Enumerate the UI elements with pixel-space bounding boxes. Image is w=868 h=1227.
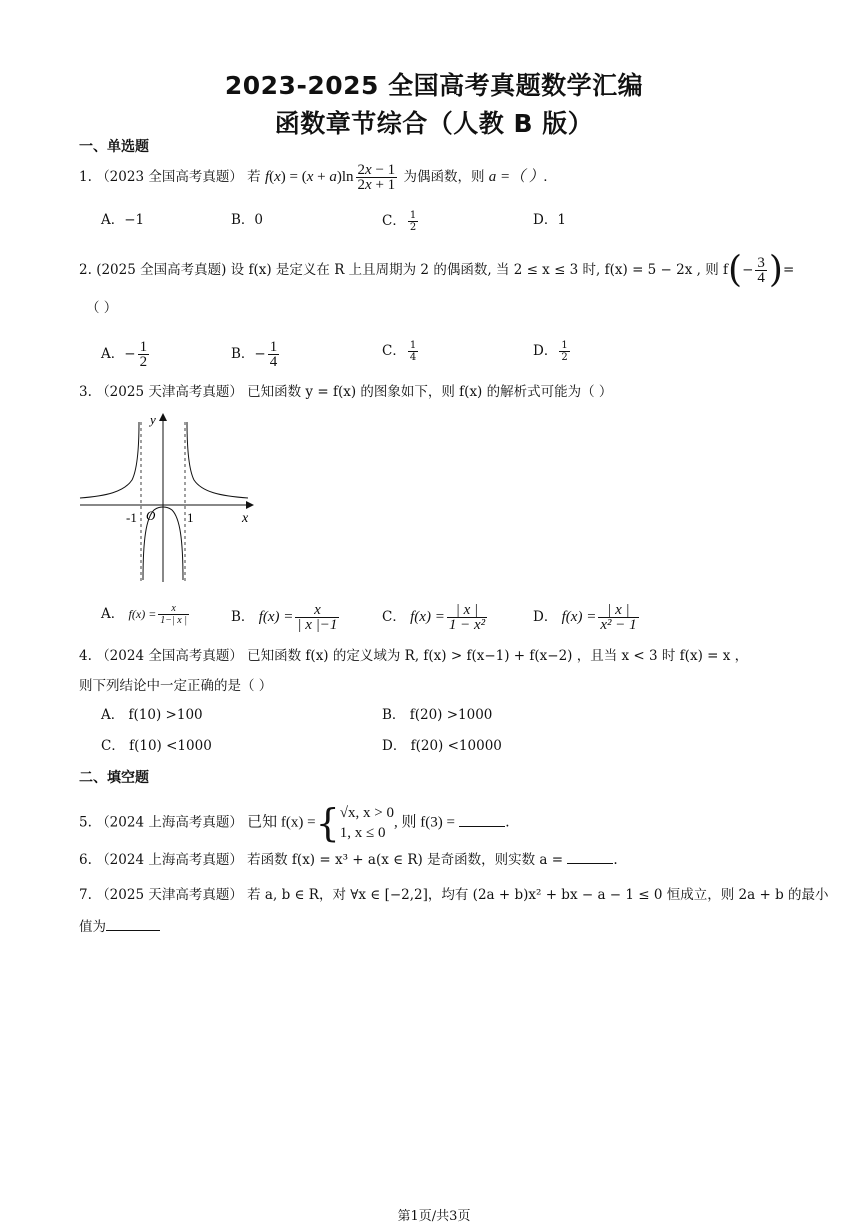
question-5: 5. （2024 上海高考真题） 已知 f(x) ={ √x, x > 0 1, x ≤ 0 , 则 f(3) = .: [79, 801, 510, 845]
section-fill-blank: 二、填空题: [79, 770, 149, 786]
question-4: [79, 646, 748, 666]
graph-label-origin: O: [146, 508, 156, 523]
q2-option-b: B．− $\frac{1}{4}$: [231, 339, 278, 370]
q1-option-c: C． $\frac{1}{2}$: [382, 210, 417, 233]
q1-text-pre: 若: [247, 169, 261, 185]
q7-text-line2: 值为: [79, 916, 160, 937]
q7-text: 若 a, b ∈ R，对 ∀x ∈ [−2,2]，均有 (2a + b)x² + bx − a − 1 ≤ 0 恒成立，则 2a + b 的最小: [247, 887, 829, 903]
q2-tail: =: [782, 262, 795, 278]
graph-x-arrow: [246, 501, 254, 509]
q2-option-a: A．− $\frac{1}{2}$: [101, 339, 148, 370]
q7-number: 7.: [79, 887, 92, 903]
graph-curve-right: [187, 422, 248, 498]
graph-y-arrow: [159, 413, 167, 421]
q4-option-a: A． f(10) >100: [101, 707, 203, 723]
graph-label-one: 1: [187, 510, 194, 525]
q3-source: （2025 天津高考真题）: [96, 384, 243, 400]
question-2: 2. (2025 全国高考真题) 设 f(x) 是定义在 R 上且周期为 2 的偶函数, 当 2 ≤ x ≤ 3 时, f(x) = 5 − 2x , 则 f(− $\frac{3}{4}$ )=: [79, 249, 795, 291]
q4-option-b: B． f(20) >1000: [382, 707, 493, 723]
q4-number: 4.: [79, 648, 92, 664]
q1-ask: a =（ ）.: [488, 169, 548, 185]
q2-source: (2025 全国高考真题): [96, 262, 227, 278]
q6-source: （2024 上海高考真题）: [96, 852, 243, 868]
q7-source: （2025 天津高考真题）: [96, 887, 243, 903]
q3-option-d: D． f(x) = $\frac{| x |}{\text{x² − 1}}$: [533, 602, 637, 633]
q4-text: 已知函数 f(x) 的定义域为 R, f(x) > f(x−1) + f(x−2) ，且当 x < 3 时 f(x) = x ，: [247, 648, 749, 664]
q5-text-pre: 已知 f(x) =: [247, 814, 316, 831]
question-1: [79, 163, 548, 192]
q5-cases: √x, x > 0 1, x ≤ 0: [339, 805, 394, 841]
q2-paren: （ ）: [86, 300, 118, 316]
q1-option-b: B．0: [231, 212, 264, 228]
q6-number: 6.: [79, 852, 92, 868]
page-footer: 第1页/共3页: [397, 1209, 471, 1224]
q4-option-c: C． f(10) <1000: [101, 738, 212, 754]
q1-option-d: D．1: [533, 212, 566, 228]
q1-option-a: A．−1: [101, 212, 145, 228]
q6-answer-blank[interactable]: [567, 849, 613, 864]
q3-option-b: B． f(x) = $\frac{x}{| x |-1}$: [231, 602, 338, 633]
q7-answer-blank[interactable]: [106, 916, 160, 931]
q3-number: 3.: [79, 384, 92, 400]
q1-text-post: 为偶函数，则: [403, 169, 485, 185]
q3-text: 已知函数 y = f(x) 的图象如下，则 f(x) 的解析式可能为（ ）: [247, 384, 613, 400]
q1-number: 1.: [79, 169, 92, 185]
q2-option-d: D． $\frac{1}{2}$: [533, 340, 568, 363]
q5-answer-blank[interactable]: [459, 812, 505, 827]
q2-option-c: C． $\frac{1}{4}$: [382, 340, 417, 363]
q3-function-graph: [76, 410, 260, 588]
question-7: [79, 885, 829, 905]
question-6: 6. （2024 上海高考真题） 若函数 f(x) = x³ + a(x ∈ R) 是奇函数，则实数 a = .: [79, 849, 618, 870]
q2-text: 设 f(x) 是定义在 R 上且周期为 2 的偶函数, 当 2 ≤ x ≤ 3 时, f(x) = 5 − 2x , 则 f: [230, 262, 729, 278]
q1-source: （2023 全国高考真题）: [96, 169, 243, 185]
section-single-choice: 一、单选题: [79, 139, 149, 155]
graph-curve-left: [80, 422, 139, 498]
q3-option-a: A． f(x) = $\frac{x}{1-| x |}$: [101, 603, 187, 626]
document-title: 2023-2025 全国高考真题数学汇编: [224, 71, 644, 100]
q4-source: （2024 全国高考真题）: [96, 648, 243, 664]
question-3: [79, 382, 612, 402]
q3-option-c: C． f(x) = $\frac{| x |}{\text{1 − x²}}$: [382, 602, 486, 633]
graph-label-neg1: -1: [126, 510, 137, 525]
q5-source: （2024 上海高考真题）: [96, 814, 243, 831]
document-subtitle: 函数章节综合（人教 B 版）: [274, 109, 594, 138]
q1-fraction: $\frac{2x - 1}{2x + 1}$: [357, 162, 396, 193]
graph-label-x: x: [242, 511, 249, 526]
q5-text-post: , 则 f(3) =: [393, 814, 455, 831]
q6-text: 若函数 f(x) = x³ + a(x ∈ R) 是奇函数，则实数 a =: [247, 852, 564, 868]
graph-label-y: y: [150, 412, 156, 427]
q1-formula: f(x) = (x + a)ln: [264, 169, 354, 185]
q5-number: 5.: [79, 814, 92, 831]
q4-text-line2: 则下列结论中一定正确的是（ ）: [79, 678, 273, 694]
q2-number: 2.: [79, 262, 92, 278]
q4-option-d: D． f(20) <10000: [382, 738, 502, 754]
